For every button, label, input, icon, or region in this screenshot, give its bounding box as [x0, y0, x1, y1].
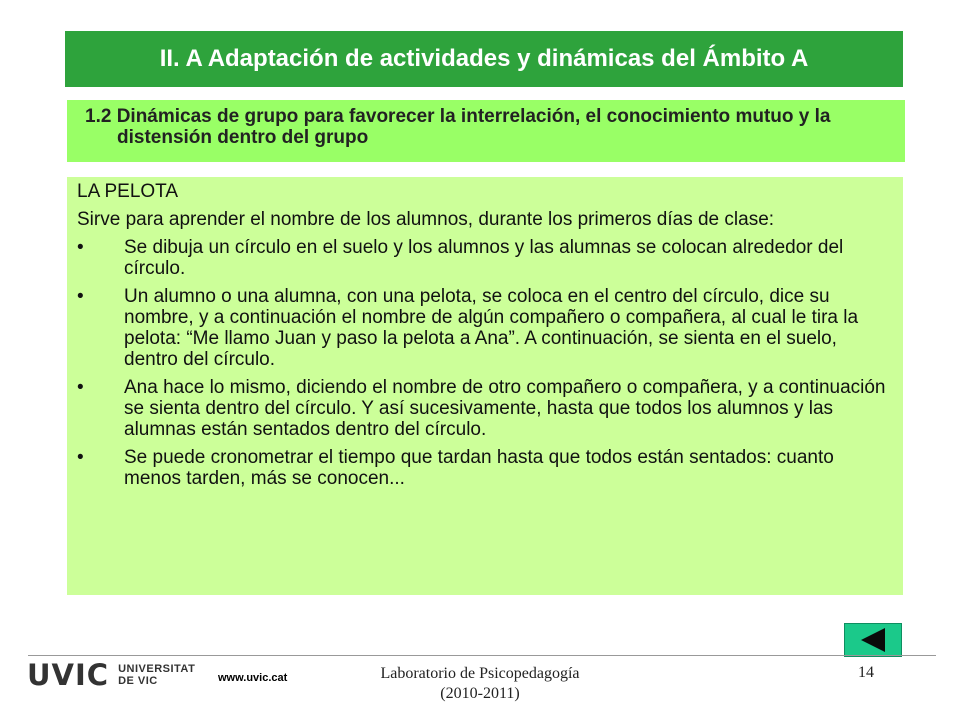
logo-line-2: DE VIC	[118, 675, 158, 687]
content-panel	[67, 177, 903, 595]
bullet-mark: •	[77, 447, 84, 468]
list-item	[77, 237, 895, 279]
website-link[interactable]: www.uvic.cat	[218, 672, 288, 684]
page-number: 14	[858, 664, 874, 681]
university-logo	[27, 660, 195, 690]
list-item-text: Se dibuja un círculo en el suelo y los alumnos y las alumnas se colocan alrededor del círculo.	[124, 237, 844, 279]
footer-caption	[320, 664, 640, 704]
footer-divider	[28, 655, 936, 656]
logo-mark: UVIC	[27, 658, 110, 692]
list-item-text: Ana hace lo mismo, diciendo el nombre de otro compañero o compañera, y a continuación se sienta dentro del círculo. Y así sucesivamente, hasta que todos los alumnos y las alumnas están sentados dentro del círculo.	[124, 377, 886, 440]
triangle-left-icon	[857, 626, 889, 654]
list-item	[77, 286, 895, 370]
logo-text	[118, 663, 195, 687]
logo-line-1: UNIVERSITAT	[118, 663, 196, 675]
footer-caption-line-2: (2010-2011)	[440, 685, 520, 702]
slide-title-text: II. A Adaptación de actividades y dinámicas del Ámbito A	[159, 45, 809, 72]
section-subtitle	[67, 100, 905, 162]
activity-heading: LA PELOTA	[77, 181, 179, 202]
list-item	[77, 377, 895, 440]
slide-title	[65, 31, 903, 87]
bullet-mark: •	[77, 377, 84, 398]
bullet-mark: •	[77, 237, 84, 258]
activity-intro: Sirve para aprender el nombre de los alumnos, durante los primeros días de clase:	[77, 209, 775, 230]
previous-slide-button[interactable]	[844, 623, 902, 657]
section-subtitle-text: 1.2 Dinámicas de grupo para favorecer la interrelación, el conocimiento mutuo y la distensión dentro del grupo	[85, 106, 831, 148]
list-item-text: Un alumno o una alumna, con una pelota, se coloca en el centro del círculo, dice su nombre, y a continuación el nombre de algún compañero o compañera, al cual le tira la pelota: “Me llamo Juan y paso la pelota a Ana”. A continuación, se sienta en el suelo, dentro del círculo.	[124, 286, 859, 370]
bullet-mark: •	[77, 286, 84, 307]
footer-caption-line-1: Laboratorio de Psicopedagogía	[380, 665, 580, 682]
list-item	[77, 447, 895, 489]
list-item-text: Se puede cronometrar el tiempo que tardan hasta que todos están sentados: cuanto menos tarden, más se conocen...	[124, 447, 834, 489]
